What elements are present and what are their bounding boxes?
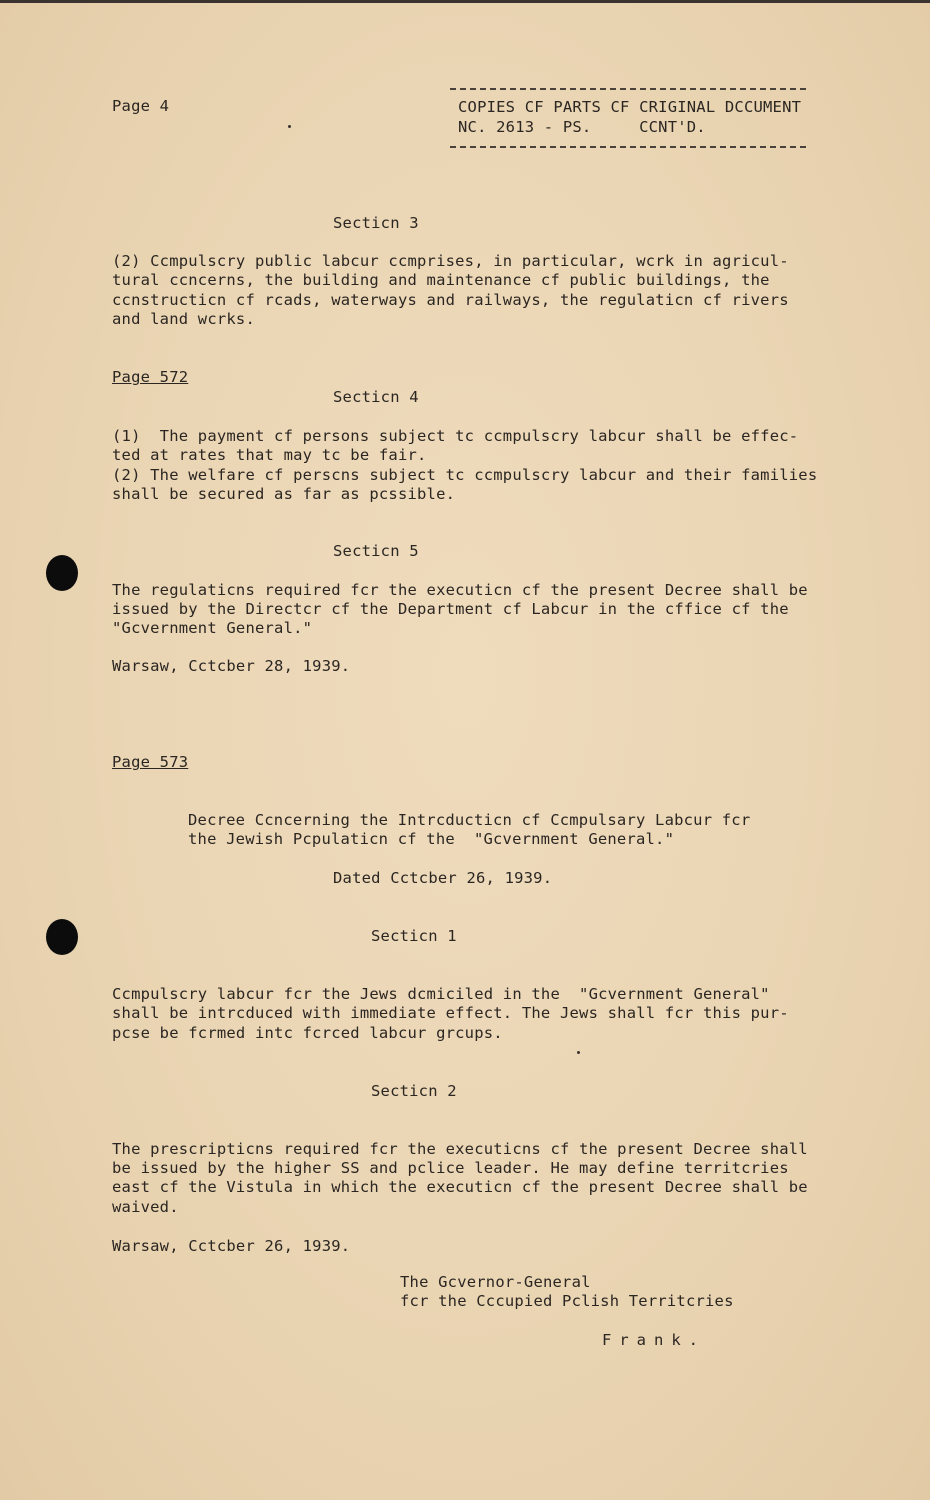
section-4-line-3: (2) The welfare cf perscns subject tc ccmpulscry labcur and their families xyxy=(112,466,818,484)
section-2-line-3: east cf the Vistula in which the executicn cf the present Decree shall be xyxy=(112,1178,808,1196)
punch-hole-bottom xyxy=(46,919,78,955)
section-3-line-1: (2) Ccmpulscry public labcur ccmprises, in particular, wcrk in agricul- xyxy=(112,252,789,270)
ink-speck xyxy=(288,125,291,128)
section-2-line-4: waived. xyxy=(112,1198,179,1216)
section-4-line-4: shall be secured as far as pcssible. xyxy=(112,485,456,503)
section-5-line-3: "Gcvernment General." xyxy=(112,619,313,637)
section-1-heading: Secticn 1 xyxy=(371,927,457,945)
page-top-edge xyxy=(0,0,930,3)
punch-hole-top xyxy=(46,555,78,591)
section-2-line-2: be issued by the higher SS and pclice leader. He may define territcries xyxy=(112,1159,789,1177)
section-1-line-1: Ccmpulscry labcur fcr the Jews dcmiciled in the "Gcvernment General" xyxy=(112,985,770,1003)
section-2-date: Warsaw, Cctcber 26, 1939. xyxy=(112,1237,351,1255)
decree-title-line-2: the Jewish Pcpulaticn cf the "Gcvernment General." xyxy=(188,830,675,848)
section-3-line-2: tural ccncerns, the building and maintenance cf public buildings, the xyxy=(112,271,770,289)
signature-name: Frank. xyxy=(602,1331,706,1349)
section-5-heading: Secticn 5 xyxy=(333,542,419,560)
section-2-line-1: The prescripticns required fcr the executicns cf the present Decree shall xyxy=(112,1140,808,1158)
section-4-line-2: ted at rates that may tc be fair. xyxy=(112,446,427,464)
signature-title-line-1: The Gcvernor-General xyxy=(400,1273,591,1291)
section-3-line-3: ccnstructicn cf rcads, waterways and railways, the regulaticn cf rivers xyxy=(112,291,789,309)
decree-dated: Dated Cctcber 26, 1939. xyxy=(333,869,553,887)
section-5-date: Warsaw, Cctcber 28, 1939. xyxy=(112,657,351,675)
header-rule-bottom xyxy=(450,146,806,148)
decree-title-line-1: Decree Ccncerning the Intrcducticn cf Ccmpulsary Labcur fcr xyxy=(188,811,751,829)
section-3-heading: Secticn 3 xyxy=(333,214,419,232)
section-4-heading: Secticn 4 xyxy=(333,388,419,406)
document-title-line-1: COPIES CF PARTS CF CRIGINAL DCCUMENT xyxy=(458,98,802,116)
section-2-heading: Secticn 2 xyxy=(371,1082,457,1100)
signature-title-line-2: fcr the Cccupied Pclish Territcries xyxy=(400,1292,734,1310)
section-5-line-2: issued by the Directcr cf the Department cf Labcur in the cffice cf the xyxy=(112,600,789,618)
section-1-line-2: shall be intrcduced with immediate effect. The Jews shall fcr this pur- xyxy=(112,1004,789,1022)
document-title-line-2: NC. 2613 - PS. CCNT'D. xyxy=(458,118,706,136)
section-3-line-4: and land wcrks. xyxy=(112,310,255,328)
ink-speck xyxy=(577,1051,580,1054)
section-5-line-1: The regulaticns required fcr the executicn cf the present Decree shall be xyxy=(112,581,808,599)
page-572-label: Page 572 xyxy=(112,368,189,386)
page-number-label: Page 4 xyxy=(112,97,170,115)
page-573-label: Page 573 xyxy=(112,753,189,771)
section-1-line-3: pcse be fcrmed intc fcrced labcur grcups. xyxy=(112,1024,503,1042)
section-4-line-1: (1) The payment cf persons subject tc ccmpulscry labcur shall be effec- xyxy=(112,427,799,445)
header-rule-top xyxy=(450,88,806,90)
